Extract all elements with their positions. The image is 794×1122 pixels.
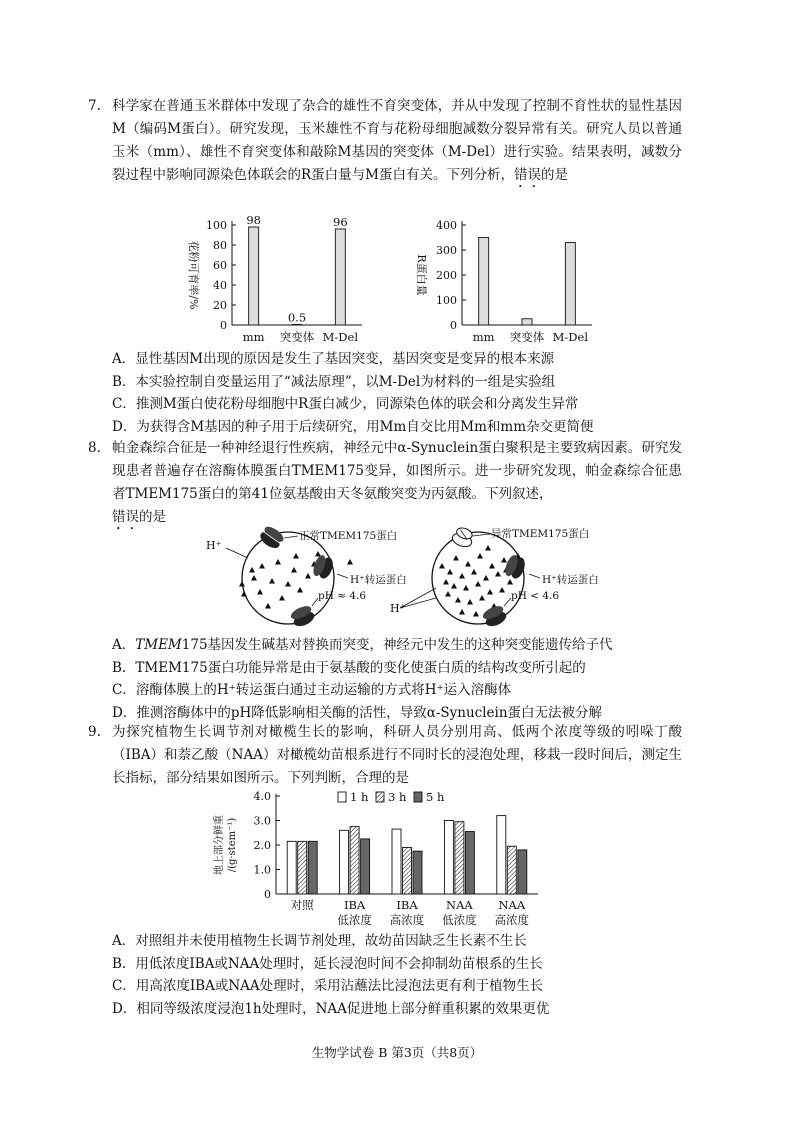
bar <box>403 847 412 894</box>
question-stem: 帕金森综合征是一种神经退行性疾病，神经元中α-Synuclein蛋白聚积是主要致病因素。研究发现患者普遍存在溶酶体膜蛋白TMEM175变异，如图所示。进一步研究发现，帕金森综合征患者TMEM175蛋白的第41位氨基酸由天冬氨酸突变为丙氨酸。下列叙述， 错误的是 <box>112 440 682 525</box>
question-8 <box>88 437 682 533</box>
bar <box>292 325 302 326</box>
bar <box>565 243 575 326</box>
option-b[interactable]: B．本实验控制自变量运用了“减法原理”，以M-Del为材料的一组是实验组 <box>112 373 556 390</box>
option-d[interactable]: D．相同等级浓度浸泡1h处理时，NAA促进地上部分鲜重积累的效果更优 <box>112 1000 550 1017</box>
option-c[interactable]: C．用高浓度IBA或NAA处理时，采用沾蘸法比浸泡法更有利于植物生长 <box>112 978 544 994</box>
x-tick-label: 低浓度 <box>337 913 372 926</box>
x-tick-label: NAA <box>498 898 526 912</box>
h-transport-protein <box>289 603 317 629</box>
option-d[interactable]: D．为获得含M基因的种子用于后续研究，用Mm自交比用Mm和mm杂交更简便 <box>112 418 594 435</box>
bar <box>479 238 489 326</box>
option-a[interactable]: A．对照组并未使用植物生长调节剂处理，故幼苗因缺乏生长素不生长 <box>112 933 527 949</box>
transport-protein-label: H⁺转运蛋白 <box>350 574 407 586</box>
question-9-options <box>112 930 682 1020</box>
option-b[interactable]: B．TMEM175蛋白功能异常是由于氨基酸的变化使蛋白质的结构改变所引起的 <box>112 659 586 676</box>
x-tick-label: IBA <box>343 898 366 912</box>
x-tick-label: M-Del <box>322 330 359 344</box>
y-tick-label: 0 <box>264 888 271 901</box>
option-c[interactable]: C．溶酶体膜上的H⁺转运蛋白通过主动运输的方式将H⁺运入溶酶体 <box>112 682 512 698</box>
legend-label: 3 h <box>388 790 407 804</box>
y-axis-label: /(g·stem⁻¹) <box>227 817 238 873</box>
y-tick-label: 2.0 <box>253 839 271 852</box>
bar <box>298 841 307 894</box>
normal-protein-label: 正常TMEM175蛋白 <box>299 530 398 542</box>
y-tick-label: 60 <box>213 259 227 272</box>
ph-label: pH < 4.6 <box>511 590 560 602</box>
h-transport-protein <box>481 603 509 629</box>
abnormal-tmem175-protein <box>451 526 476 549</box>
data-label: 0.5 <box>287 310 307 325</box>
ph-label: pH ≈ 4.6 <box>318 590 367 602</box>
y-tick-label: 300 <box>436 244 457 257</box>
h-ion-label: H⁺ <box>206 539 222 552</box>
x-tick-label: 突变体 <box>279 330 315 344</box>
legend-swatch <box>376 792 384 802</box>
question-7 <box>88 95 682 191</box>
x-tick-label: M-Del <box>552 330 589 344</box>
y-tick-label: 40 <box>213 279 227 292</box>
y-tick-label: 0 <box>220 319 227 332</box>
y-tick-label: 200 <box>436 269 457 282</box>
chart-r-protein <box>408 205 608 345</box>
data-label: 98 <box>246 213 261 227</box>
chart-pollen-fertility <box>180 205 380 345</box>
legend-swatch <box>414 792 422 802</box>
option-d[interactable]: D．推测溶酶体中的pH降低影响相关酶的活性，导致α-Synuclein蛋白无法被分解 <box>112 704 603 721</box>
y-tick-label: 1.0 <box>253 863 271 877</box>
bar <box>444 821 453 895</box>
question-stem: 科学家在普通玉米群体中发现了杂合的雄性不育突变体，并从中发现了控制不育性状的显性基因M（编码M蛋白）。研究发现，玉米雄性不育与花粉母细胞减数分裂异常有关。研究人员以普通玉米（mm）、雄性不育突变体和敲除M基因的突变体（M-Del）进行实验。结果表明，减数分裂过程中影响同源染色体联会的R蛋白量与M蛋白有关。下列分析，错误的是 <box>112 98 682 183</box>
data-label: 96 <box>333 215 348 229</box>
question-number: 7. <box>88 98 101 114</box>
x-tick-label: mm <box>472 330 495 344</box>
question-stem: 为探究植物生长调节剂对橄榄生长的影响，科研人员分别用高、低两个浓度等级的吲哚丁酸（IBA）和萘乙酸（NAA）对橄榄幼苗根系进行不同时长的浸泡处理，移栽一段时间后，测定生长指标，部分结果如图所示。下列判断，合理的是 <box>112 724 682 786</box>
lysosome-normal <box>242 532 334 624</box>
y-tick-label: 20 <box>213 299 227 312</box>
bar <box>361 839 370 894</box>
y-axis-label: R蛋白量 <box>415 254 428 296</box>
bar <box>392 829 401 894</box>
bar <box>249 227 259 325</box>
legend-label: 5 h <box>426 790 445 804</box>
bar <box>350 827 359 894</box>
option-a[interactable]: A．显性基因M出现的原因是发生了基因突变，基因突变是变异的根本来源 <box>112 351 555 367</box>
transport-protein-label: H⁺转运蛋白 <box>542 574 599 586</box>
y-tick-label: 4.0 <box>253 790 271 803</box>
bar <box>455 822 464 894</box>
x-tick-label: 低浓度 <box>442 913 477 926</box>
bar <box>413 851 422 894</box>
legend-swatch <box>338 792 346 802</box>
bar <box>340 830 349 894</box>
bar <box>465 832 474 894</box>
y-axis-label: 花粉可育率/% <box>187 240 200 310</box>
abnormal-protein-label: 异常TMEM175蛋白 <box>491 528 590 540</box>
option-a[interactable]: A．TMEM175基因发生碱基对替换而突变，神经元中发生的这种突变能遗传给子代 <box>112 637 613 653</box>
x-tick-label: NAA <box>446 898 473 912</box>
x-tick-label: mm <box>242 330 265 344</box>
lysosome-diagram <box>200 526 620 631</box>
option-b[interactable]: B．用低浓度IBA或NAA处理时，延长浸泡时间不会抑制幼苗根系的生长 <box>112 955 543 972</box>
question-9 <box>88 721 682 790</box>
y-tick-label: 0 <box>450 319 457 332</box>
legend-label: 1 h <box>350 790 369 804</box>
bar <box>522 319 532 325</box>
y-tick-label: 100 <box>436 294 457 307</box>
question-number: 9. <box>88 724 101 740</box>
bar <box>308 841 317 894</box>
h-transport-protein <box>311 554 335 581</box>
lysosome-abnormal <box>432 532 524 624</box>
x-tick-label: 突变体 <box>509 330 545 344</box>
bar <box>507 846 516 894</box>
y-tick-label: 400 <box>436 219 457 232</box>
h-ion-particles <box>439 545 521 617</box>
h-ion-label: H⁺ <box>390 602 406 615</box>
chart-fresh-weight <box>210 786 550 926</box>
bar <box>287 841 296 894</box>
x-tick-label: IBA <box>396 898 418 912</box>
x-tick-label: 高浓度 <box>494 913 530 926</box>
page-footer: 生物学试卷 B 第3页（共8页） <box>311 1045 483 1060</box>
option-c[interactable]: C．推测M蛋白使花粉母细胞中R蛋白减少，同源染色体的联会和分离发生异常 <box>112 396 579 412</box>
question-8-options <box>112 634 682 724</box>
x-tick-label: 对照 <box>290 898 314 912</box>
y-tick-label: 80 <box>213 239 227 252</box>
y-tick-label: 3.0 <box>253 814 271 828</box>
question-7-options <box>112 348 682 438</box>
bar <box>497 816 506 894</box>
normal-tmem175-protein <box>258 526 286 551</box>
bar <box>518 850 527 894</box>
y-tick-label: 100 <box>206 219 227 232</box>
bar <box>335 229 345 325</box>
y-axis-label: 地上部分鲜重 <box>214 815 225 875</box>
question-number: 8. <box>88 440 101 456</box>
x-tick-label: 高浓度 <box>389 913 425 926</box>
